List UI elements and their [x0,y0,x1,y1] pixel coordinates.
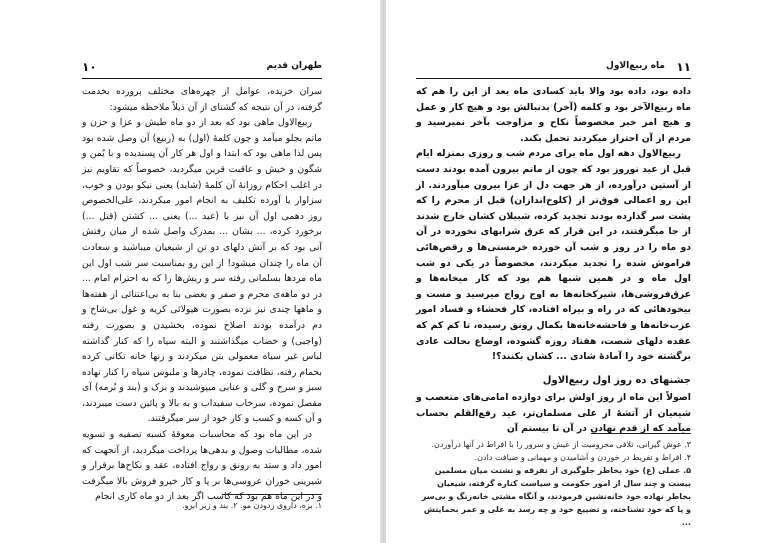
right-footnote-3: ۳. عوش گیرانی، تلافی محرومیت از عیش و سرور را با افراط در آنها درآوردن. [431,440,691,449]
left-paragraph-3: در این ماه بود که محاسبات معوقهٔ کسبه تصفیه و تسویه شده، مطالبات وصول و بدهی‌ها پرداخت میگردید، از آنجهت که امور داد و ستد به رونق و رواج افتاده، عقد و نکاح‌ها برقرار و شیرینی خوران عروسی‌ها بر پا و کار خیرو فروش بالا میگرفت و در این ماه هم بود که کاسب اگر بعد از دو ماه کاری انجام [82,429,322,503]
right-running-title: ماه ربیع‌الاول [606,61,665,71]
right-paragraph-1: داده بود، داده بود والا باید کسادی ماه بعد از این را هم که ماه ربیع‌الآخر بود و کلمه (آخر) بدنبالش بود و هیچ کار و عمل و هیچ امر خیر مخصوصاً نکاح و مزاوجت بآخر نمیرسید و مردم از آن احتراز میکردند تحمل بکند. [416,86,691,144]
right-footnote-4: ۴. افراط و تفریط در خوردن و آشامیدن و مهمانی و ضیافت دادن. [474,453,691,462]
left-header-rule [82,78,322,79]
left-running-title: طهران قدیم [266,61,322,71]
right-page-number: ۱۱ [676,60,691,74]
right-header-rule [416,78,691,79]
left-footnotes [82,499,322,512]
right-footnote-5: ۵. عملی (ع) خود بخاطر جلوگیری از تفرقه و تشتت میان مسلمین بیست و چند سال از امور حکومت و سیاست کناره گرفته، شیعیان بخاطر نهاده خود خانه‌نشین فرمودند، و آنگاه مشتی خانه‌زنگ و بی‌سر و پا که خود تشناخته، و تضییع خود و چه رسد به علی و عمر بحمایتش ... [421,466,691,527]
left-page [0,0,382,543]
left-page-number: ۱۰ [82,60,97,74]
left-paragraph-2: ربیع‌الاول ماهی بود که بعد از دو ماه طیش و عزا و حزن و ماتم بجلو میآمد و چون کلمهٔ (اول) به (ربیع) آن وصل شده بود پس لذا ماهی بود که ابتدا و اول هر کار آن پسندیده و با یُمن و شگون و خیش و عاقبت قرین میگردید، خصوصاً که تقاویم نیز در اغلب احکام روزانهٔ آن کلمهٔ (شاید) یعنی نیکو بودن و خوب، سزاوار یا آورده تکلیف به انجام امور میکردند، علی‌الخصوص روز دهمی اول آن نیز با (عید ...) یعنی ... کشتن (قتل ...) برخورد کرده، ... بشان ... بمدرک واصل شده از میان رفتش آنی بود که بر آتش دلهای دو تن از شیعیان میباشید و سعادت آن ماه را چندان میشود! از این رو بمناسبت سر شب اول این ماه مردها بسلمانی رفته سر و ریش‌ها را که به احترام امام ... در دو ماهه‌ی محرم و صفر و بعضی بنا به بی‌اعتنائی از هفته‌ها و ماهها چندی نیز نزده بصورت هیولائی کریه و غول بی‌شاخ و دم درآمده بودند اصلاح نموده، بخشیدن و بصورت رفته (واجبی) و خضاب میگذاشتند و البته سیاه را که کنار گذاشته لباس غیر سیاه معمولی بتن میکردند و زنها خانه تکانی کرده بحمام رفته، نظافت نموده، چادرها و ملبوس سیاه را کنار نهاده سبز و سرخ و گلی و عنابی میپوشیدند و بزک و (بند و بُرمه) آی مفصل نموده، سرخاب سفیداب و به بالا و پائین دست میبردند، و آن کسه و کسب و کار خود از سر میگرفتند. [82,117,322,425]
right-footnote-rule [591,433,691,434]
right-paragraph-3: اصولاً این ماه از روز اولش برای دوازده امامی‌های متعصب و شیعیان از آتشهٔ از علی مسلمان‌تر، عید رفع‌القلم بحساب میآمد که از قدم نهادن در آن تا بیستم آن [416,392,691,435]
section-heading: جشنهای ده روز اول ربیع‌الاول [542,374,691,386]
right-page-header [416,58,691,80]
right-paragraph-2: ربیع‌الاول دهه اول ماه برای مردم شب و روزی بمنزله ایام قبل از عید نوروز بود که چون از ماتم بیرون آمده بودند دست از آستین درآورده، از هر جهت دل از عزا بیرون میآوردند. از این رو اعمالی فوق‌تر از (کلوخ‌اندازان) قبل از محرم را که پشت سر گذارده بودند تجدید کرده، شبیلان کشان خارج شدند از جا میگرفتند، در این قرار که عرق شرابهای نخورده در آن دو ماه را در روز و شب آن خورده خرمستی‌ها و رقص‌هائی فراموش شده را تجدید میکردند، مخصوصاً در یکی دو شب اول ماه و در همین شبها هم بود که کار میخانه‌ها و عرق‌فروشی‌ها، شیرکخانه‌ها به اوج رواج میرسید و مست و بیخودهائی که در راه و بیراه افتاده، کار فحشاء و فساد امور عزب‌خانه‌ها و فاحشه‌خانه‌ها بکمال رونق رسیده، تا کم کم که عقده دلهای شصت، هفتاد روزه گشوده، اوضاع بحالت عادی برگشته خود را آمادهٔ شادی ... کشان بکنند؟! [416,148,691,363]
right-page [386,0,768,543]
left-footnote-rule [222,494,322,495]
left-footnote: ۱. بزه، داروی زدودن مو. ۲. بند و زیر ابرو. [182,501,322,510]
left-body-text [82,84,322,503]
right-body-text [416,84,691,435]
right-footnotes [416,438,691,538]
left-paragraph-1: سران خریده، عوامل از چهره‌های مختلف پرورده بخدمت گرفته، در آن نتیجه که گشتای از آن ذیلاً ملاحظه میشود: [82,86,322,113]
left-page-header [82,58,322,80]
